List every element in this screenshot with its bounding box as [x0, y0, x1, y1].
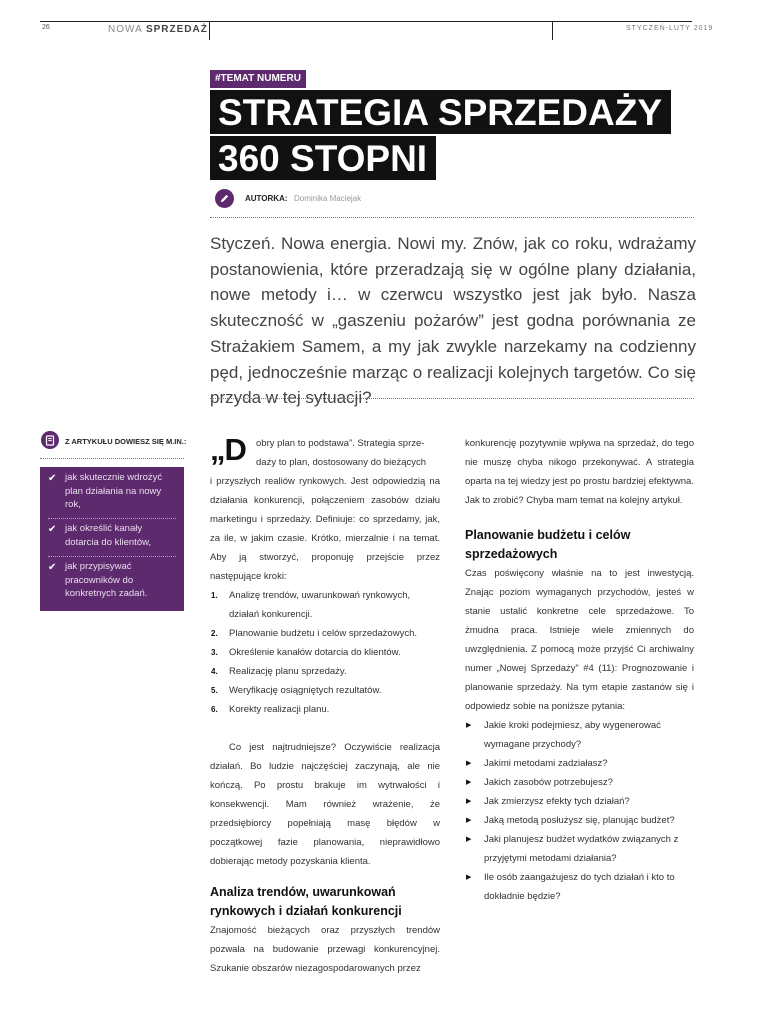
author-name: Dominika Maciejak [294, 194, 362, 203]
triangle-bullet-icon: ▶ [466, 760, 472, 767]
question-item [465, 792, 694, 811]
step-number: 3. [211, 648, 218, 657]
sidebar-box [40, 467, 184, 611]
step-item [210, 700, 440, 719]
book-icon [41, 431, 59, 449]
question-item [465, 716, 694, 754]
column-1 [210, 434, 440, 978]
sidebar-item-text: jak przypisywać pracowników do konkretnych zadań. [65, 561, 148, 599]
question-item [465, 868, 694, 906]
step-item [210, 624, 440, 643]
question-text: Ile osób zaangażujesz do tych działań i kto to dokładnie będzie? [484, 872, 675, 902]
question-item [465, 773, 694, 792]
author-label: AUTORKA: [245, 194, 288, 203]
sidebar-heading: Z ARTYKUŁU DOWIESZ SIĘ M.IN.: [65, 437, 187, 446]
steps-list [210, 586, 440, 719]
question-text: Jaką metodą posłużysz się, planując budżet? [484, 815, 675, 826]
question-item [465, 811, 694, 830]
question-text: Jak zmierzysz efekty tych działań? [484, 796, 630, 807]
magazine-prefix: NOWA [108, 24, 146, 35]
sidebar-item-text: jak określić kanały dotarcia do klientów, [65, 523, 152, 548]
step-number: 4. [211, 667, 218, 676]
page-number: 26 [42, 24, 50, 31]
step-text: Planowanie budżetu i celów sprzedażowych. [229, 628, 417, 639]
question-item [465, 754, 694, 773]
step-number: 1. [211, 591, 218, 600]
paragraph-2: Co jest najtrudniejsze? Oczywiście realizacja działań. Bo ludzie najczęściej zaczynają, ale nie kończą. Po prostu brakuje im wytrwałości i konsekwencji. Mam również wrażenie, że przedsiębiorcy popełniają masę błędów w początkowej fazie planowania, nieprawidłowo dobierając metody pozyskania klienta. [210, 742, 440, 867]
lead-paragraph: Styczeń. Nowa energia. Nowi my. Znów, jak co roku, wdrażamy postanowienia, które przeradzają się w ogólne plany działania, nowe metody i… w czerwcu wszystko jest jak było. Nasza skuteczność w „gaszeniu pożarów” jest godna porównania ze Strażakiem Samem, a my jak zwykle narzekamy na codzienny pęd, jednocześnie marząc o realizacji kolejnych targetów. Co się przyda w tej sytuacji? [210, 234, 696, 408]
step-number: 5. [211, 686, 218, 695]
check-icon: ✔ [48, 524, 57, 535]
triangle-bullet-icon: ▶ [466, 722, 472, 729]
author-divider [210, 217, 694, 218]
issue-date: STYCZEŃ-LUTY 2019 [626, 25, 714, 32]
step-item [210, 643, 440, 662]
section-heading-trends: Analiza trendów, uwarunkowań rynkowych i działań konkurencji [210, 885, 402, 918]
drop-cap: „D [210, 432, 246, 467]
section-tag: #TEMAT NUMERU [210, 70, 306, 88]
question-text: Jakich zasobów potrzebujesz? [484, 777, 613, 788]
triangle-bullet-icon: ▶ [466, 836, 472, 843]
step-number: 2. [211, 629, 218, 638]
step-item [210, 586, 440, 624]
step-text: Określenie kanałów dotarcia do klientów. [229, 647, 401, 658]
header-rule [40, 21, 692, 22]
step-text: Korekty realizacji planu. [229, 704, 330, 715]
header-divider-left [209, 21, 210, 40]
paragraph-3: Znajomość bieżących oraz przyszłych trendów pozwala na budowanie przewagi konkurencyjnej. Szukanie obszarów niezagospodarowanych przez [210, 925, 440, 974]
sidebar-divider [40, 458, 184, 459]
check-icon: ✔ [48, 473, 57, 484]
title-line-2: 360 STOPNI [210, 136, 436, 180]
question-text: Jaki planujesz budżet wydatków związanych z przyjętymi metodami działania? [484, 834, 679, 864]
check-icon: ✔ [48, 562, 57, 573]
triangle-bullet-icon: ▶ [466, 779, 472, 786]
triangle-bullet-icon: ▶ [466, 874, 472, 881]
sidebar-item-text: jak skutecznie wdrożyć plan działania na nowy rok, [65, 472, 163, 510]
step-text: Weryfikację osiągniętych rezultatów. [229, 685, 382, 696]
col2-paragraph-2: Czas poświęcony właśnie na to jest inwestycją. Znając poziom wymaganych przychodów, jesteś w stanie ustalić konkretne cele sprzedażowe. To żmudna praca. Istnieje wiele zmiennych do uwzględnienia. Z pomocą może przyjść Ci archiwalny numer „Nowej Sprzedaży” #4 (11): Prognozowanie i planowanie sprzedaży. Na tym etapie zastanów się i odpowiedz sobie na poniższe pytania: [465, 568, 694, 712]
header-divider-right [552, 21, 553, 40]
intro-paragraph: i przyszłych realiów rynkowych. Jest odpowiedzią na działania konkurencji, połączeniem zasobów działu marketingu i sprzedaży. Definiuje: co sprzedamy, jak, za ile, w jakim czasie. Krótko, mierzalnie i na temat. Aby ją stworzyć, proponuję przejście przez następujące kroki: [210, 476, 440, 582]
lead-divider [210, 398, 694, 399]
triangle-bullet-icon: ▶ [466, 798, 472, 805]
sidebar-separator [48, 556, 176, 557]
step-text: Realizację planu sprzedaży. [229, 666, 347, 677]
step-text: Analizę trendów, uwarunkowań rynkowych, działań konkurencji. [229, 590, 411, 620]
col2-paragraph-1: konkurencję pozytywnie wpływa na sprzedaż, do tego nie muszę chyba nikogo przekonywać. A strategia oparta na tej wiedzy jest po prostu bardziej efektywna. Jak to zrobić? Chyba mam temat na kolejny artykuł. [465, 438, 694, 506]
step-number: 6. [211, 705, 218, 714]
questions-list [465, 716, 694, 906]
sidebar-separator [48, 518, 176, 519]
question-item [465, 830, 694, 868]
title-line-1: STRATEGIA SPRZEDAŻY [210, 90, 671, 134]
pen-icon [215, 189, 234, 208]
intro-line-1: obry plan to podstawa”. Strategia sprze- [256, 438, 425, 449]
step-item [210, 681, 440, 700]
intro-line-2: daży to plan, dostosowany do bieżących [256, 457, 427, 468]
magazine-name [108, 24, 208, 35]
question-text: Jakimi metodami zadziałasz? [484, 758, 608, 769]
magazine-bold: SPRZEDAŻ [145, 24, 208, 35]
section-heading-budget: Planowanie budżetu i celów sprzedażowych [465, 528, 631, 561]
column-2 [465, 434, 694, 906]
step-item [210, 662, 440, 681]
triangle-bullet-icon: ▶ [466, 817, 472, 824]
question-text: Jakie kroki podejmiesz, aby wygenerować wymagane przychody? [484, 720, 661, 750]
